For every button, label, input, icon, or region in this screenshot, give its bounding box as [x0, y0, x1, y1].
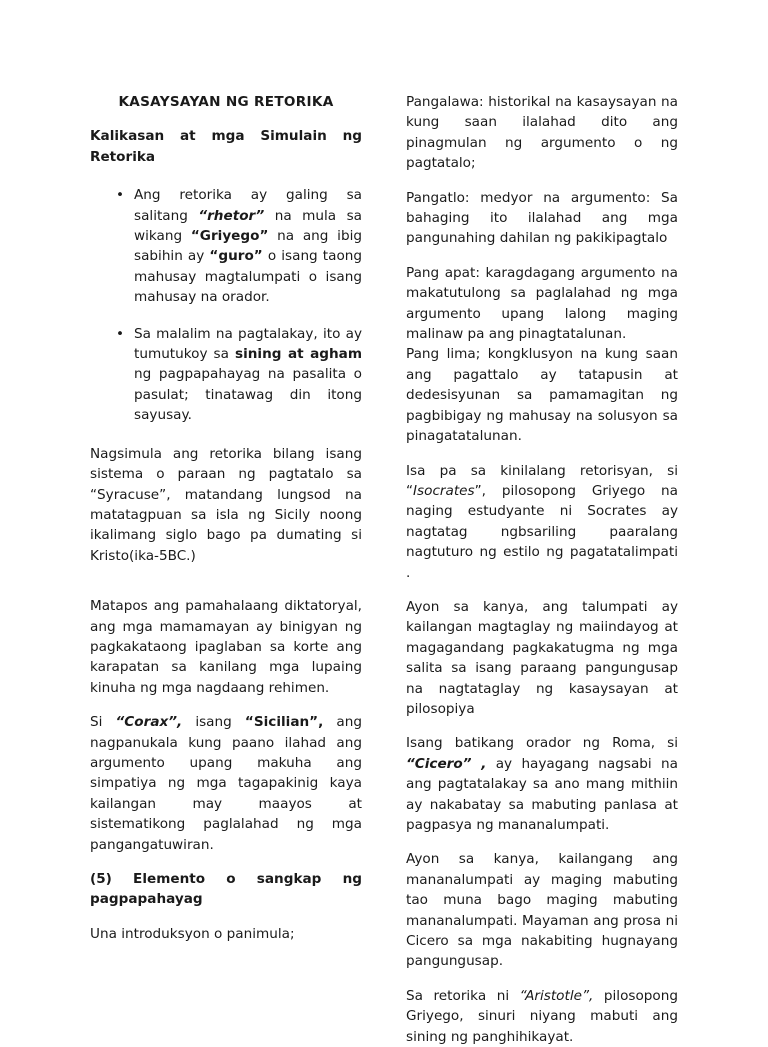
section-subheading [90, 126, 362, 167]
paragraph-text: Isa pa sa kinilalang retorisyan, si “ [406, 462, 678, 499]
keyword-corax: “Corax”, [115, 714, 183, 731]
paragraph-text: ”, pilosopong Griyego na naging estudyante ni Socrates ay nagtatag ngbsariling paaralang nagtuturo ng estilo ng pagatatalimpati . [406, 482, 678, 581]
keyword-griyego: “Griyego” [190, 228, 269, 245]
keyword-sining-at-agham: sining at agham [235, 346, 362, 363]
bullet-text: Sa malalim na pagtalakay, ito ay tumutukoy sa [134, 325, 362, 363]
paragraph-text: ang nagpanukala kung paano ilahad ang argumento upang makuha ang simpatiya ng mga tagapakinig kaya kailangan may maayos at sistematikong paglalahad ng mga pangangatuwiran. [90, 714, 362, 853]
bullet-text: na mula sa wikang [134, 207, 362, 245]
keyword-sicilian: “Sicilian”, [244, 714, 324, 731]
paragraph-una: Una introduksyon o panimula; [90, 925, 295, 942]
bullet-icon: • [116, 187, 125, 204]
keyword-aristotle: “Aristotle”, [519, 987, 594, 1004]
bullet-list [90, 185, 362, 425]
right-column [406, 92, 678, 1047]
paragraph-pang-apat: Pang apat: karagdagang argumento na makatutulong sa paglalahad ng mga argumento upang lalong maging malinaw pa ang pinagtatalunan. [406, 264, 678, 343]
paragraph-diktatoryal: Matapos ang pamahalaang diktatoryal, ang mga mamamayan ay binigyan ng pagkakataong ipaglaban sa korte ang karapatan sa kanilang mga lupaing kinuha ng mga nagdaang rehimen. [90, 598, 362, 696]
elemento-heading-line-2: pagpapahayag [90, 891, 203, 908]
paragraph-corax [90, 712, 362, 855]
keyword-rhetor: “rhetor” [198, 207, 265, 224]
paragraph-text: pilosopong Griyego, sinuri niyang mabuti ang sining ng panghihikayat. [406, 987, 678, 1045]
paragraph-text: Isang batikang orador ng Roma, si [406, 735, 678, 752]
keyword-isocrates: Isocrates [413, 482, 475, 499]
paragraph-cicero [406, 733, 678, 835]
paragraph-text: ay hayagang nagsabi na ang pagtatalakay sa ano mang mithiin ay nakabatay sa mabuting panlasa at pagpasya ng mananalumpati. [406, 755, 678, 833]
paragraph-pangalawa: Pangalawa: historikal na kasaysayan na kung saan ilalahad dito ang pinagmulan ng argumento o ng pagtatalo; [406, 94, 678, 172]
bullet-text: ng pagpapahayag na pasalita o pasulat; tinatawag din itong sayusay. [134, 366, 362, 424]
paragraph-aristotle [406, 986, 678, 1047]
paragraph-isocrates [406, 461, 678, 583]
keyword-guro: “guro” [209, 248, 263, 265]
paragraph-text: Si [90, 714, 116, 731]
paragraph-ayon-2: Ayon sa kanya, kailangang ang mananalumpati ay maging mabuting tao muna bago maging mabuting mananalumpati. Mayaman ang prosa ni Cicero sa mga nakabiting hugnayang pangungusap. [406, 851, 678, 970]
elemento-heading [90, 869, 362, 910]
bullet-icon: • [116, 325, 125, 342]
subheading-line-1: Kalikasan at mga Simulain ng [90, 128, 362, 145]
page-title: KASAYSAYAN NG RETORIKA [118, 94, 334, 110]
paragraph-pang-lima: Pang lima; kongklusyon na kung saan ang pagattalo ay tatapusin at dedesisyunan sa pamamagitan ng pagbibigay ng mahusay na solusyon sa pinagatatalunan. [406, 346, 678, 445]
keyword-cicero: “Cicero” , [406, 755, 487, 772]
list-item [90, 185, 362, 307]
list-item [90, 324, 362, 426]
paragraph-ayon-1: Ayon sa kanya, ang talumpati ay kailangan magtaglay ng maiindayog at magagandang pagkakatugma ng mga salita sa isang paraang pangungusap na nagtataglay ng kasaysayan at pilosopiya [406, 598, 678, 717]
bullet-text: na ang ibig sabihin ay [134, 228, 362, 265]
bullet-text: Ang retorika ay galing sa salitang [134, 187, 362, 224]
elemento-heading-line-1: (5) Elemento o sangkap ng [90, 871, 362, 887]
paragraph-pangatlo: Pangatlo: medyor na argumento: Sa bahaging ito ilalahad ang mga pangunahing dahilan ng pakikipagtalo [406, 189, 678, 247]
paragraph-syracuse: Nagsimula ang retorika bilang isang sistema o paraan ng pagtatalo sa “Syracuse”, matandang lungsod na matatagpuan sa isla ng Sicily noong ikalimang siglo bago pa dumating si Kristo(ika-5BC.) [90, 445, 362, 564]
paragraph-text: Sa retorika ni [406, 987, 520, 1004]
left-column [90, 92, 362, 944]
bullet-text: o isang taong mahusay magtalumpati o isang mahusay na orador. [134, 248, 363, 306]
subheading-line-2: Retorika [90, 148, 156, 165]
paragraph-text: isang [182, 714, 245, 731]
